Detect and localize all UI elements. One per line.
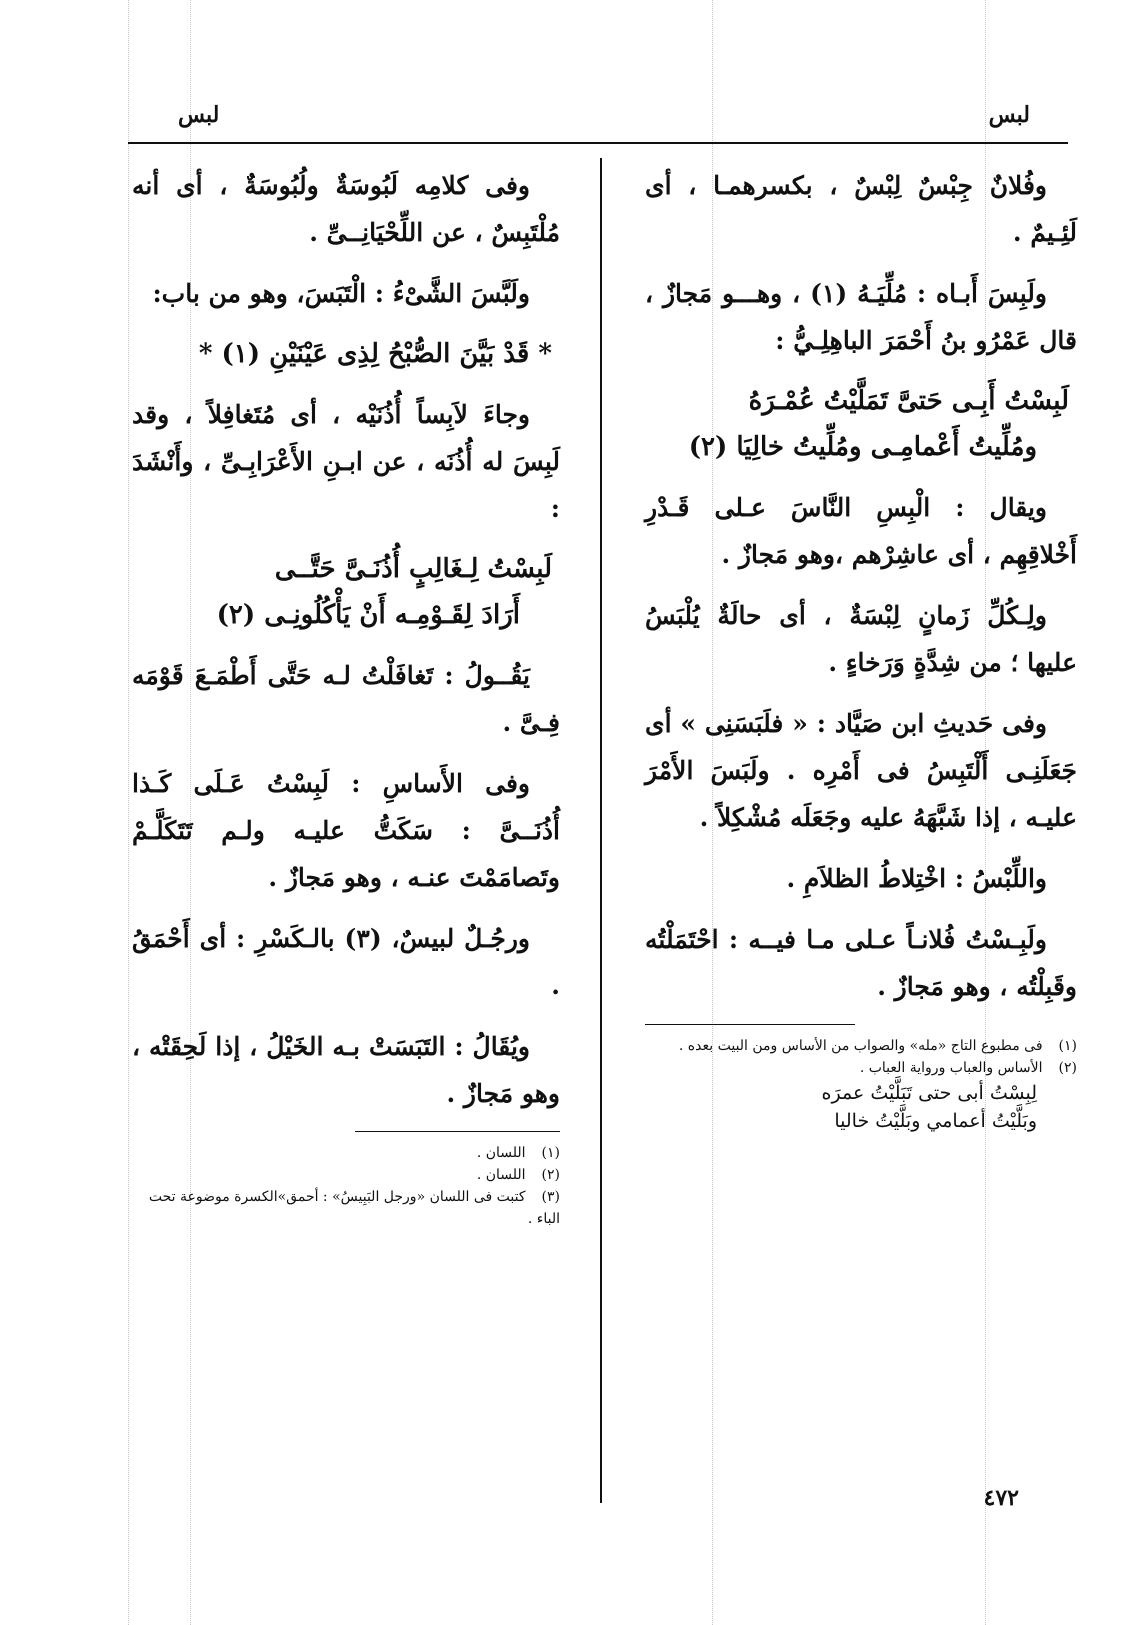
footnote — [132, 1142, 560, 1164]
footnote-verse-line: لِبِسْتُ أبى حتى تَبَلَّيْتُ عمرَه — [821, 1082, 1037, 1104]
paragraph: ورجُـلٌ لبيسٌ، (٣) بالـكَسْرِ : أى أَحْمَقُ . — [132, 924, 560, 1000]
footnote — [645, 1057, 1077, 1079]
footnote-number: (١) — [1058, 1038, 1077, 1054]
footnote-rule — [355, 1131, 560, 1132]
paragraph: وفى الأَساسِ : لَبِسْتُ عَـلَى كَـذا أُذُنَــىَّ : سَكَتُّ عليـه ولـم تَتَكَلَّـمْ وتَصامَمْتَ عنـه ، وهو مَجازٌ . — [132, 769, 560, 892]
paragraph: ويقال : الْبِسِ النَّاسَ عـلى قَـدْرِ أَخْلاقِهِم ، أى عاشِرْهم ،وهو مَجازٌ . — [645, 493, 1077, 569]
footnote-rule — [645, 1024, 855, 1025]
paragraph: وجاءَ لاَبِساً أُذُنَيْه ، أى مُتَغافِلاً ، وقد لَبِسَ له أُذُنَه ، عن ابـنِ الأَعْرَابِـىِّ ، وأَنْشَدَ : — [132, 400, 560, 523]
running-head-left: لبس — [178, 102, 220, 128]
footnote — [645, 1035, 1077, 1057]
paragraph: واللِّبْسُ : اخْتِلاطُ الظلاَمِ . — [786, 864, 1047, 893]
verse-line: ومُلِّيتُ أَعْمامِـى ومُلِّيتُ خالِيَا (٢) — [688, 432, 1037, 462]
footnote-text: اللسان . — [476, 1167, 526, 1183]
footnote-number: (٢) — [541, 1167, 560, 1183]
running-head-right: لبس — [988, 102, 1030, 128]
verse-line: * قَدْ بَيَّنَ الصُّبْحُ لِذِى عَيْنَيْنِ (١) * — [198, 339, 552, 369]
paragraph: ولِـكُلِّ زَمانٍ لِبْسَةٌ ، أى حالَةٌ يُلْبَسُ عليها ؛ من شِدَّةٍ وَرَخاءٍ . — [645, 601, 1077, 677]
paragraph: ولَبِـسْتُ فُلانـاً عـلى مـا فيــه : احْتَمَلْتُه وقَبِلْتُه ، وهو مَجازٌ . — [645, 925, 1077, 1001]
footnote — [132, 1164, 560, 1186]
paragraph: يَقُــولُ : تَغافَلْتُ لـه حَتَّى أَطْمَـعَ قَوْمَه فِـىَّ . — [132, 661, 560, 737]
paragraph: وفى كلامِه لَبُوسَةٌ ولُبُوسَةٌ ، أى أنه مُلْتَبِسٌ ، عن اللِّحْيَانِــىِّ . — [132, 171, 560, 247]
paragraph: ولَبِسَ أَبـاه : مُلِّيَـهُ (١) ، وهـــو مَجازٌ ، قال عَمْرُو بنُ أَحْمَرَ الباهِلِـيُّ : — [645, 279, 1077, 355]
verse-line: لَبِسْتُ أَبِـى حَتىَّ تَمَلَّيْتُ عُمْـرَهُ — [748, 386, 1069, 416]
right-column — [645, 162, 1077, 1135]
header-rule — [128, 142, 1068, 144]
paragraph: وفى حَديثِ ابن صَيَّاد : « فلَبَسَنِى » أى جَعَلَنِـى أَلْتَبِسُ فى أَمْرِه . ولَبَسَ الأَمْرَ عليـه ، إذا شَبَّهَهُ عليه وجَعَلَه مُشْكِلاً . — [645, 709, 1077, 832]
footnote-text: كتبت فى اللسان «ورجل البَبِيسُ» : أحمق»الكسرة موضوعة تحت الباء . — [148, 1189, 560, 1227]
scan-guide-line — [128, 0, 129, 1625]
column-divider — [600, 158, 602, 1503]
verse — [132, 546, 560, 638]
verse-line: لَبِسْتُ لِـغَالِبٍ أُذُنَـىَّ حَتَّــى — [274, 554, 552, 584]
verse — [645, 378, 1077, 470]
page-number: ٤٧٢ — [983, 1485, 1019, 1511]
paragraph: ويُقَالُ : التَبَسَتْ بـه الخَيْلُ ، إذا لَحِقَتْه ، وهو مَجازٌ . — [132, 1032, 560, 1108]
left-column — [132, 162, 560, 1230]
footnote-text: فى مطبوع التاج «مله» والصواب من الأساس ومن البيت بعده . — [678, 1038, 1043, 1054]
footnotes — [645, 1035, 1077, 1135]
verse-line: أَرَادَ لِقَـوْمِـه أَنْ يَأْكُلُونِـى (٢) — [216, 600, 520, 630]
footnote-number: (٢) — [1058, 1060, 1077, 1076]
footnote-number: (١) — [541, 1145, 560, 1161]
footnote-text: اللسان . — [476, 1145, 526, 1161]
footnotes — [132, 1142, 560, 1230]
paragraph: وفُلانٌ جِبْسٌ لِبْسٌ ، بكسرهمـا ، أى لَئِـيمٌ . — [645, 171, 1077, 247]
paragraph: ولَبَّسَ الشَّىْءُ : الْتَبَسَ، وهو من باب: — [152, 279, 530, 308]
footnote-verse-line: وبَلَّيْتُ أعمامي وبَلَّيْتُ خاليا — [834, 1110, 1037, 1132]
verse — [132, 331, 560, 377]
footnote-number: (٣) — [541, 1189, 560, 1205]
footnote-text: الأساس والعباب ورواية العباب . — [859, 1060, 1043, 1076]
footnote — [132, 1186, 560, 1230]
